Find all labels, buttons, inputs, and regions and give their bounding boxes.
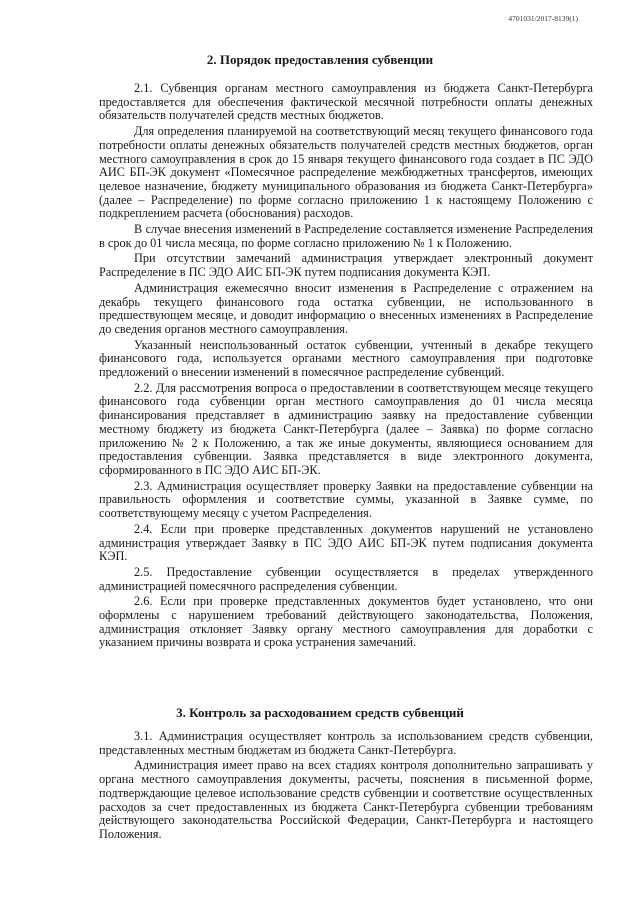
paragraph-2-1-monthly: Администрация ежемесячно вносит изменения в Распределение с отражением на декабрь текущего финансового года остатка субвенции, не использованного в предшествующем месяце, и доводит информацию о внесенных изменениях в Распределение до сведения органов местного самоуправления. (99, 280, 593, 336)
section-2-body (0, 82, 640, 650)
paragraph-2-1-approval: При отсутствии замечаний администрация утверждает электронный документ Распределение в ПС ЭДО АИС БП-ЭК путем подписания документа КЭП. (99, 251, 593, 280)
section-2-title: 2. Порядок предоставления субвенции (206, 52, 434, 67)
section-3-body (0, 730, 640, 842)
section-3-title: 3. Контроль за расходованием средств субвенций (176, 705, 464, 720)
paragraph-2-1-planning: Для определения планируемой на соответствующий месяц текущего финансового года потребности оплаты денежных обязательств получателей средств местных бюджетов, орган местного самоуправления в срок до 15 января текущего финансового года создает в ПС ЭДО АИС БП-ЭК документ «Помесячное распределение межбюджетных трансфертов, имеющих целевое назначение, бюджету муниципального образования из бюджета Санкт-Петербурга» (далее – Распределение) по форме согласно приложению 1 к настоящему Положению с подкреплением расчета (обоснования) расходов. (99, 124, 593, 221)
paragraph-2-1-remainder: Указанный неиспользованный остаток субвенции, учтенный в декабре текущего финансового года, используется органами местного самоуправления при подготовке предложений о внесении изменений в помесячное распределение субвенций. (99, 337, 593, 380)
document-number: 4701031/2017-8139(1) (508, 14, 578, 23)
paragraph-2-1-changes: В случае внесения изменений в Распределение составляется изменение Распределения в срок до 01 числа месяца, по форме согласно приложению № 1 к Положению. (99, 222, 593, 250)
paragraph-3-1-rights: Администрация имеет право на всех стадиях контроля дополнительно запрашивать у органа местного самоуправления документы, расчеты, пояснения в письменной форме, подтверждающие целевое использование средств субвенции и соответствие осуществленных расходов за счет предоставленных из бюджета Санкт-Петербурга субвенции требованиям действующего законодательства Российской Федерации, Санкт-Петербурга и настоящего Положения. (99, 758, 593, 841)
paragraph-2-1: 2.1. Субвенция органам местного самоуправления из бюджета Санкт-Петербурга предоставляется для обеспечения фактической месячной потребности оплаты денежных обязательств получателей средств местных бюджетов. (99, 81, 593, 123)
paragraph-2-3: 2.3. Администрация осуществляет проверку Заявки на предоставление субвенции на правильность оформления и соответствие суммы, указанной в Заявке сумме, по соответствующему месяцу с учетом Распределения. (99, 478, 593, 521)
paragraph-3-1: 3.1. Администрация осуществляет контроль за использованием средств субвенции, представленных местным бюджетам из бюджета Санкт-Петербурга. (99, 729, 593, 757)
paragraph-2-5: 2.5. Предоставление субвенции осуществляется в пределах утвержденного администрацией помесячного распределения субвенции. (99, 564, 593, 593)
paragraph-2-6: 2.6. Если при проверке представленных документов будет установлено, что они оформлены с нарушением требований действующего законодательства, Положения, администрация отклоняет Заявку органу местного самоуправления для доработки с указанием причины возврата и срока устранения замечаний. (99, 594, 593, 650)
paragraph-2-2: 2.2. Для рассмотрения вопроса о предоставлении в соответствующем месяце текущего финансового года субвенции орган местного самоуправления до 01 числа месяца финансирования представляет в администрацию заявку на предоставление субвенции местному бюджету из бюджета Санкт-Петербурга (далее – Заявка) по форме согласно приложению № 2 к Положению, а так же иные документы, являющиеся основанием для предоставления субвенции. Заявка представляется в виде электронного документа, сформированного в ПС ЭДО АИС БП-ЭК. (99, 380, 593, 477)
paragraph-2-4: 2.4. Если при проверке представленных документов нарушений не установлено администрация утверждает Заявку в ПС ЭДО АИС БП-ЭК путем подписания документа КЭП. (99, 521, 593, 564)
